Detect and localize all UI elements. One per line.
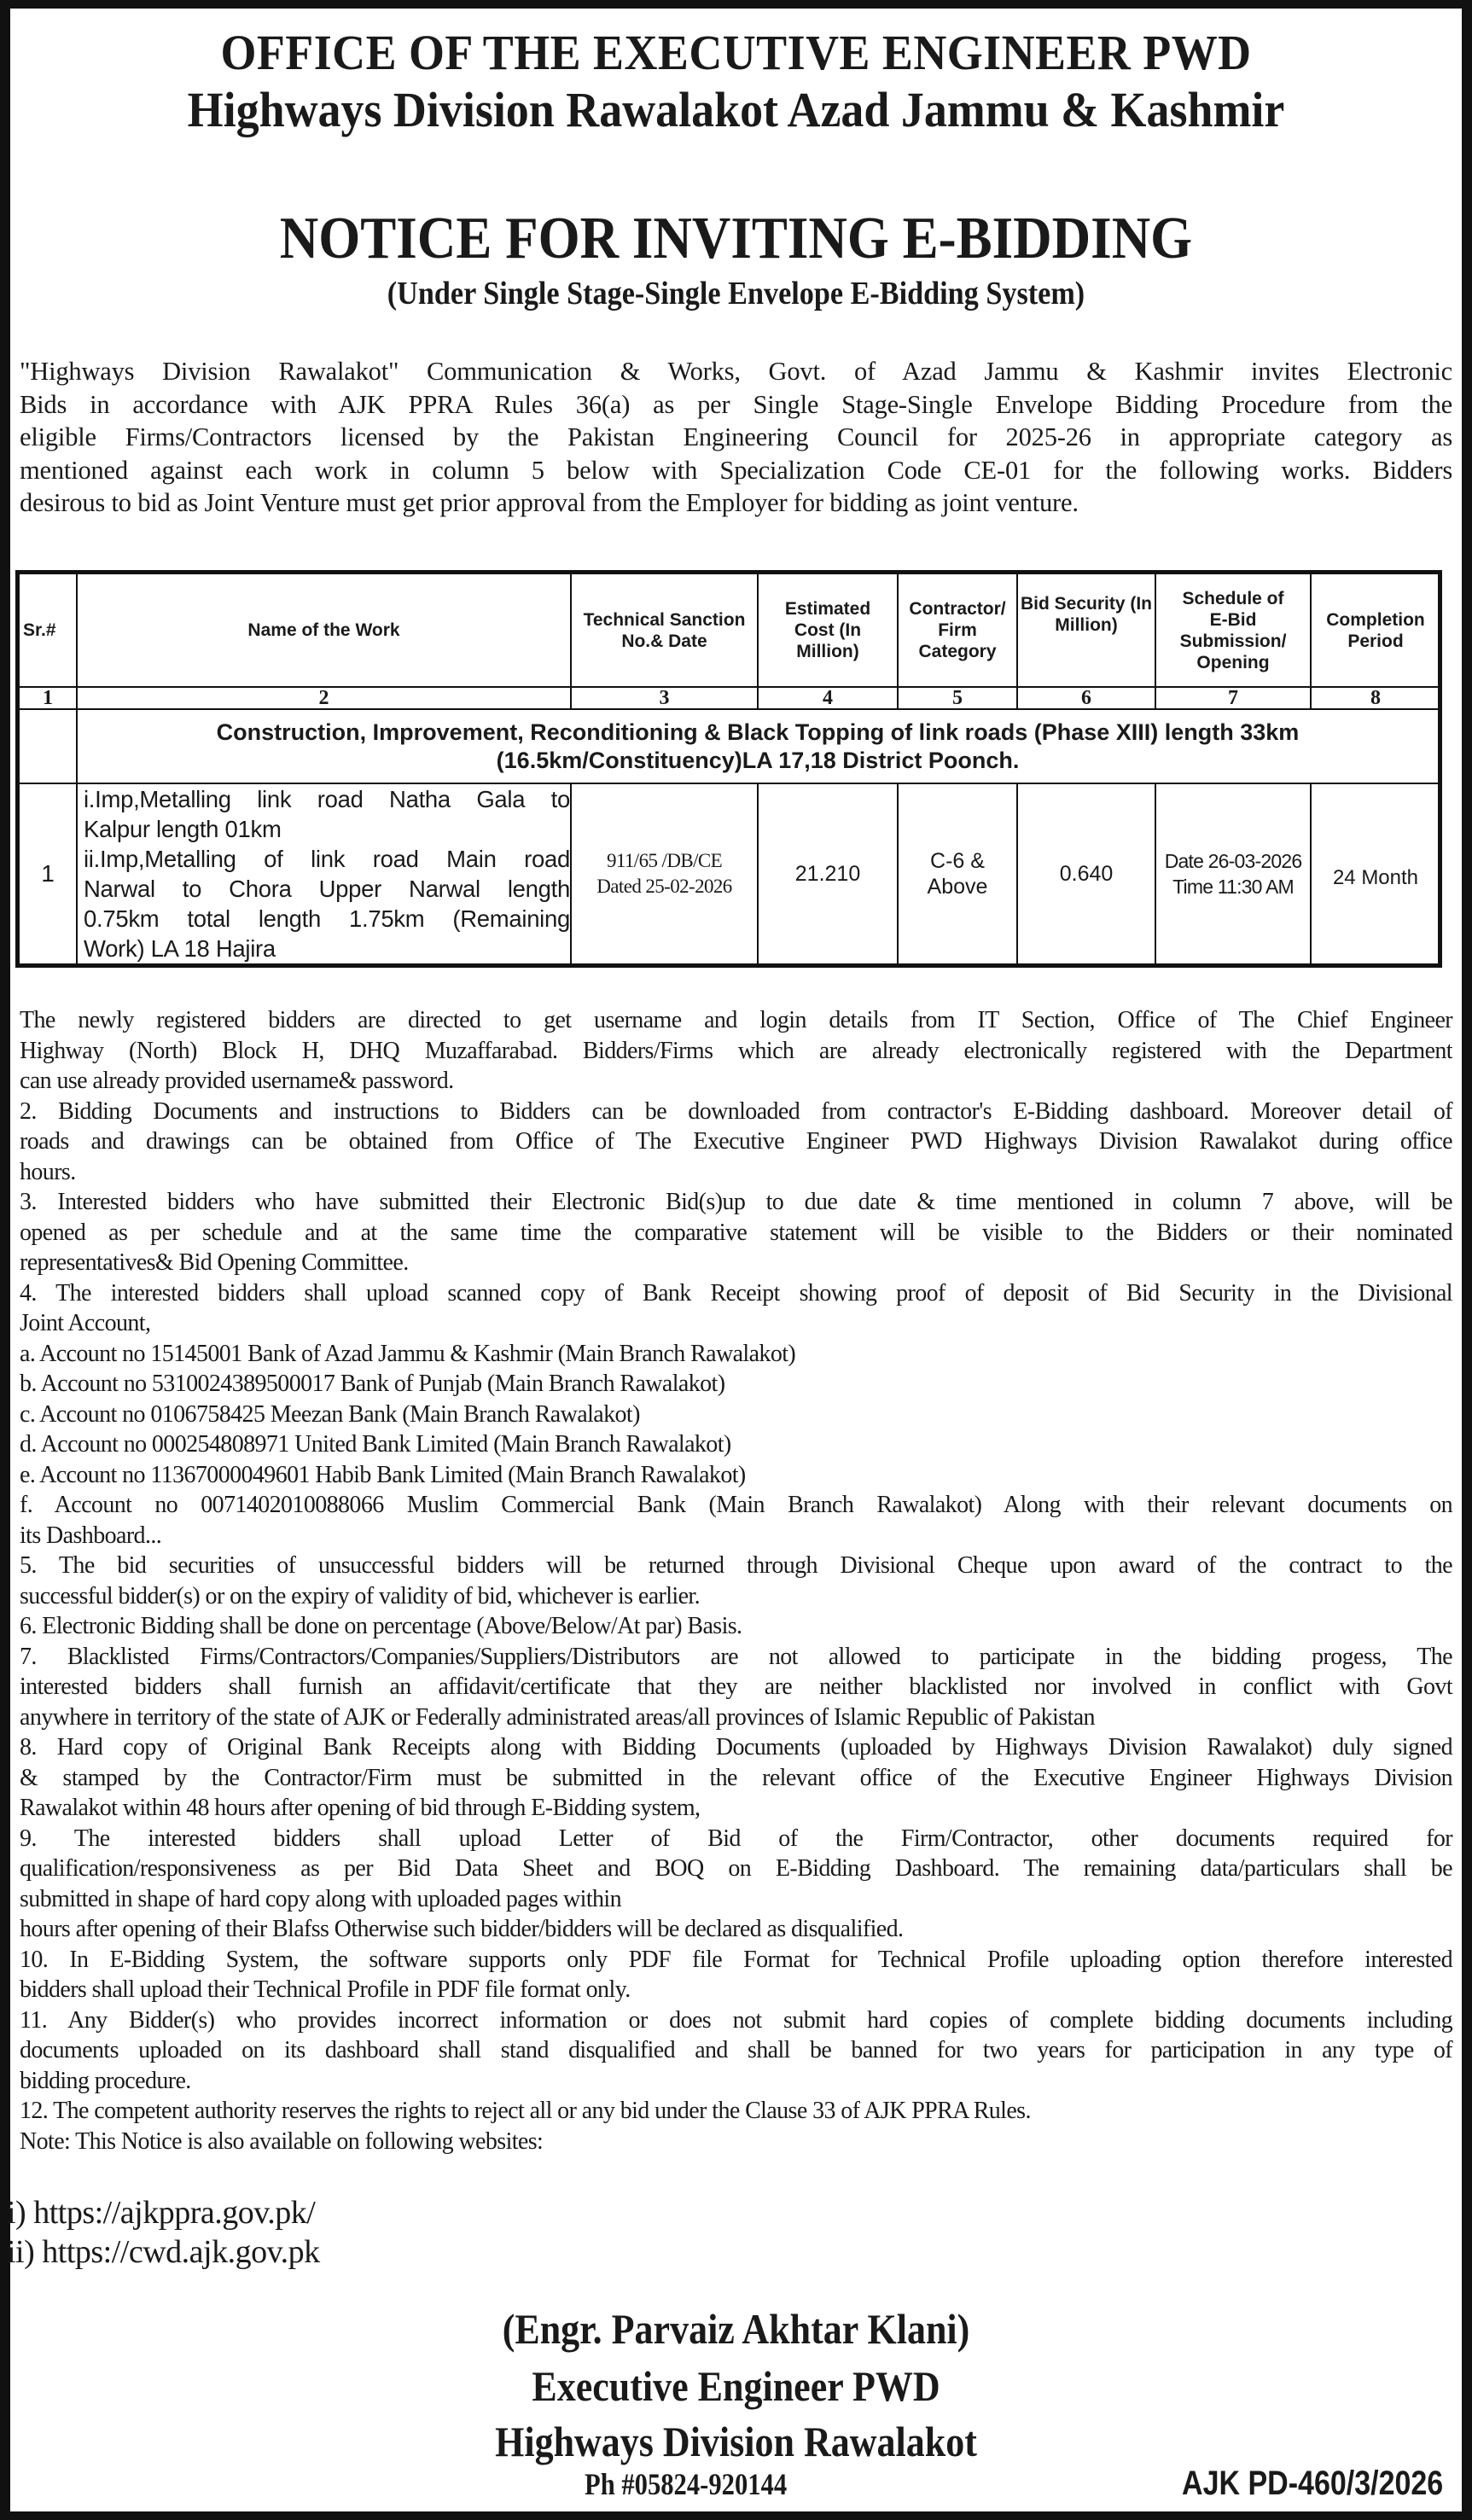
column-number: 8: [1370, 686, 1381, 709]
notice-subtitle: (Under Single Stage-Single Envelope E-Bidding System): [387, 276, 1085, 311]
row-estimated-cost: 21.210: [794, 862, 861, 886]
reference-number: AJK PD-460/3/2026: [1181, 2465, 1443, 2502]
condition-line: 7. Blacklisted Firms/Contractors/Companies/Suppliers/Distributors are not allowed to participate in the bidding progess, The: [20, 1643, 1452, 1670]
condition-line: e. Account no 11367000049601 Habib Bank Limited (Main Branch Rawalakot): [20, 1461, 746, 1488]
schedule-date: Date 26-03-2026: [1164, 850, 1302, 872]
condition-line: & stamped by the Contractor/Firm must be submitted in the relevant office of the Executive Engineer Highways Division: [20, 1764, 1452, 1791]
signatory-designation: Executive Engineer PWD: [532, 2362, 940, 2410]
condition-line: 2. Bidding Documents and instructions to Bidders can be downloaded from contractor's E-Bidding dashboard. Moreover detail of: [20, 1097, 1452, 1125]
intro-paragraph: [20, 355, 1452, 520]
condition-line: 4. The interested bidders shall upload scanned copy of Bank Receipt showing proof of deposit of Bid Security in the Divisional: [20, 1279, 1452, 1307]
work-line: Work) LA 18 Hajira: [84, 935, 276, 962]
row-work-name: [82, 784, 572, 962]
office-heading: OFFICE OF THE EXECUTIVE ENGINEER PWD: [220, 25, 1252, 80]
header-technical-sanction: Technical Sanction No.& Date: [583, 609, 746, 651]
work-line: Narwal to Chora Upper Narwal length: [84, 876, 570, 902]
intro-line: "Highways Division Rawalakot" Communication & Works, Govt. of Azad Jammu & Kashmir invites Electronic: [20, 357, 1452, 386]
website-link[interactable]: ii) https://cwd.ajk.gov.pk: [7, 2234, 320, 2270]
condition-line: qualification/responsiveness as per Bid Data Sheet and BOQ on E-Bidding Dashboard. The remaining data/particulars shall be: [20, 1855, 1452, 1882]
section-title: [78, 710, 1438, 783]
condition-line: Note: This Notice is also available on following websites:: [20, 2127, 544, 2155]
condition-line: 9. The interested bidders shall upload Letter of Bid of the Firm/Contractor, other documents required for: [20, 1825, 1452, 1852]
condition-line: roads and drawings can be obtained from Office of The Executive Engineer PWD Highways Division Rawalakot during office: [20, 1128, 1452, 1155]
row-schedule: [1156, 784, 1310, 963]
schedule-time: Time 11:30 AM: [1172, 876, 1294, 898]
sanction-date: Dated 25-02-2026: [596, 876, 732, 897]
condition-line: hours after opening of their Blafss Otherwise such bidder/bidders will be declared as disqualified.: [20, 1916, 904, 1942]
condition-line: bidding procedure.: [20, 2067, 191, 2094]
condition-line: documents uploaded on its dashboard shall stand disqualified and shall be banned for two years for participation in any type of: [20, 2037, 1452, 2063]
condition-line: bidders shall upload their Technical Profile in PDF file format only.: [20, 1976, 631, 2003]
condition-line: 11. Any Bidder(s) who provides incorrect information or does not submit hard copies of complete bidding documents including: [20, 2006, 1452, 2034]
work-line: i.Imp,Metalling link road Natha Gala to: [84, 786, 570, 812]
condition-line: submitted in shape of hard copy along with uploaded pages within: [20, 1885, 622, 1912]
header-schedule: Schedule of E-Bid Submission/ Opening: [1179, 588, 1287, 672]
intro-line: desirous to bid as Joint Venture must get prior approval from the Employer for bidding as joint venture.: [20, 488, 1079, 517]
condition-line: Joint Account,: [20, 1310, 151, 1336]
column-number: 7: [1228, 686, 1238, 709]
category-line: C-6 &: [930, 849, 985, 873]
header-estimated-cost: Estimated Cost (In Million): [784, 599, 871, 661]
row-bid-security: 0.640: [1059, 862, 1114, 886]
website-link[interactable]: i) https://ajkppra.gov.pk/: [7, 2195, 316, 2231]
section-title-line: (16.5km/Constituency)LA 17,18 District Poonch.: [496, 747, 1020, 773]
category-line: Above: [927, 875, 988, 899]
intro-line: eligible Firms/Contractors licensed by the Pakistan Engineering Council for 2025-26 in appropriate category as: [20, 422, 1452, 451]
condition-line: Rawalakot within 48 hours after opening of bid through E-Bidding system,: [20, 1795, 701, 1821]
row-technical-sanction: [572, 784, 757, 963]
header-firm-category: Contractor/ Firm Category: [909, 599, 1006, 661]
condition-line: interested bidders shall furnish an affidavit/certificate that they are neither blacklisted nor involved in conflict with Govt: [20, 1673, 1452, 1700]
condition-line: a. Account no 15145001 Bank of Azad Jammu & Kashmir (Main Branch Rawalakot): [20, 1340, 796, 1367]
condition-line: 6. Electronic Bidding shall be done on percentage (Above/Below/At par) Basis.: [20, 1613, 742, 1639]
condition-line: successful bidder(s) or on the expiry of validity of bid, whichever is earlier.: [20, 1582, 701, 1609]
sanction-number: 911/65 /DB/CE: [606, 850, 723, 871]
column-number: 2: [318, 686, 329, 709]
condition-line: c. Account no 0106758425 Meezan Bank (Main Branch Rawalakot): [20, 1400, 640, 1428]
signatory-name: (Engr. Parvaiz Akhtar Klani): [502, 2305, 970, 2353]
works-table: [15, 570, 1442, 968]
signatory-office: Highways Division Rawalakot: [495, 2418, 977, 2465]
condition-line: 8. Hard copy of Original Bank Receipts along with Bidding Documents (uploaded by Highways Division Rawalakot) duly signed: [20, 1734, 1452, 1761]
notice-title: NOTICE FOR INVITING E-BIDDING: [279, 206, 1193, 271]
row-completion-period: 24 Month: [1332, 866, 1419, 889]
work-line: 0.75km total length 1.75km (Remaining: [84, 905, 570, 932]
condition-line: anywhere in territory of the state of AJK or Federally administrated areas/all provinces of Islamic Republic of Pakistan: [20, 1703, 1095, 1731]
condition-line: d. Account no 000254808971 United Bank Limited (Main Branch Rawalakot): [20, 1431, 731, 1458]
intro-line: mentioned against each work in column 5 below with Specialization Code CE-01 for the following works. Bidders: [20, 455, 1452, 485]
header-sr: Sr.#: [23, 620, 56, 640]
conditions-list: [20, 1005, 1452, 2156]
condition-line: opened as per schedule and at the same time the comparative statement will be visible to the Bidders or their nominated: [20, 1219, 1452, 1246]
column-number: 1: [43, 686, 53, 709]
column-number: 3: [659, 686, 670, 709]
header-completion-period: Completion Period: [1326, 609, 1425, 651]
condition-line: 12. The competent authority reserves the rights to reject all or any bid under the Clause 33 of AJK PPRA Rules.: [20, 2098, 1031, 2124]
division-heading: Highways Division Rawalakot Azad Jammu & Kashmir: [187, 82, 1285, 137]
intro-line: Bids in accordance with AJK PPRA Rules 36(a) as per Single Stage-Single Envelope Bidding Procedure from the: [20, 389, 1452, 419]
work-line: ii.Imp,Metalling of link road Main road: [84, 846, 570, 872]
condition-line: 5. The bid securities of unsuccessful bidders will be returned through Divisional Cheque upon award of the contract to the: [20, 1552, 1452, 1579]
column-number: 5: [952, 686, 963, 709]
condition-line: Highway (North) Block H, DHQ Muzaffarabad. Bidders/Firms which are already electronically registered with the Department: [20, 1037, 1452, 1064]
condition-line: 3. Interested bidders who have submitted their Electronic Bid(s)up to due date & time mentioned in column 7 above, will be: [20, 1189, 1452, 1215]
condition-line: its Dashboard...: [20, 1522, 162, 1549]
phone-number: Ph #05824-920144: [585, 2467, 788, 2501]
condition-line: The newly registered bidders are directed to get username and login details from IT Section, Office of The Chief Engineer: [20, 1007, 1452, 1033]
condition-line: f. Account no 0071402010088066 Muslim Commercial Bank (Main Branch Rawalakot) Along with their relevant documents on: [20, 1492, 1452, 1518]
condition-line: can use already provided username& password.: [20, 1068, 454, 1094]
row-firm-category: [899, 784, 1016, 963]
website-list: [7, 2193, 320, 2272]
section-title-line: Construction, Improvement, Reconditioning & Black Topping of link roads (Phase XIII) length 33km: [216, 719, 1300, 745]
column-number: 4: [823, 686, 833, 709]
header-bid-security: Bid Security (In Million): [1020, 594, 1153, 635]
work-line: Kalpur length 01km: [84, 816, 282, 842]
condition-line: b. Account no 5310024389500017 Bank of Punjab (Main Branch Rawalakot): [20, 1371, 725, 1397]
row-sr: 1: [41, 860, 55, 887]
condition-line: representatives& Bid Opening Committee.: [20, 1249, 409, 1276]
column-number: 6: [1081, 686, 1091, 709]
header-work-name: Name of the Work: [247, 620, 400, 640]
condition-line: 10. In E-Bidding System, the software supports only PDF file Format for Technical Profile uploading option therefore interested: [20, 1946, 1452, 1973]
condition-line: hours.: [20, 1158, 76, 1185]
